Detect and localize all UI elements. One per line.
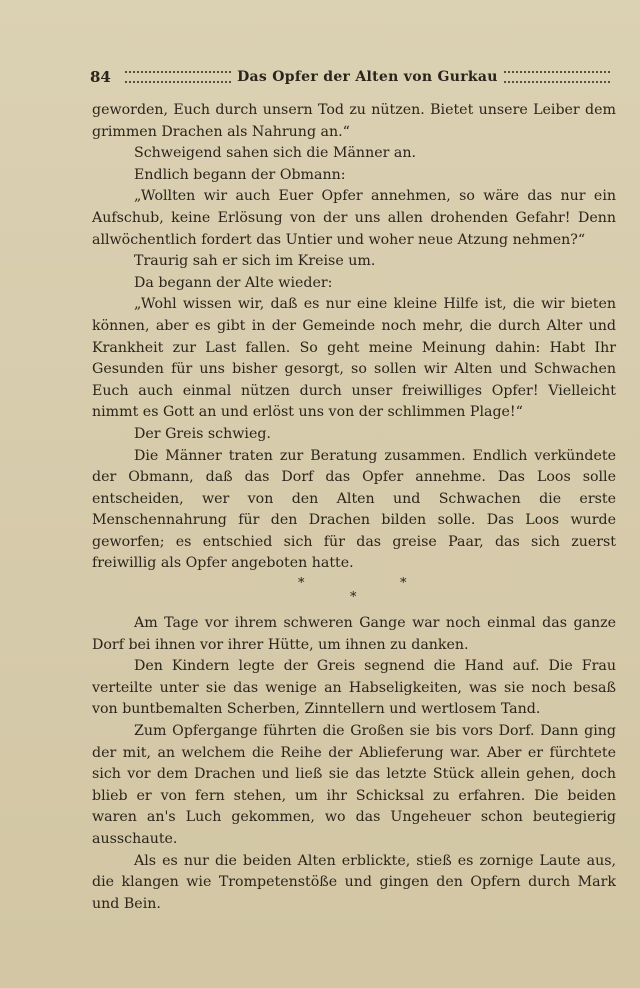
- running-title: Das Opfer der Alten von Gurkau: [237, 69, 498, 85]
- paragraph: Als es nur die beiden Alten erblickte, stieß es zornige Laute aus, die klangen wie Trompetenstöße und gingen den Opfern durch Mark und Bein.: [92, 852, 616, 912]
- header-ornament-left: [125, 71, 231, 83]
- paragraph: Die Männer traten zur Beratung zusammen. Endlich verkündete der Obmann, daß das Dorf das Opfer annehme. Das Loos solle entscheiden, wer von den Alten und Schwachen die erste Menschennahrung für den Drachen bilden solle. Das Loos wurde geworfen; es entschied sich für das greise Paar, das sich zuerst freiwillig als Opfer angeboten hatte.: [92, 447, 616, 572]
- paragraph: Der Greis schwieg.: [134, 425, 271, 442]
- page-number: 84: [90, 68, 111, 86]
- paragraph: Den Kindern legte der Greis segnend die Hand auf. Die Frau verteilte unter sie das wenige an Habseligkeiten, was sie noch besaß von buntbemalten Scherben, Zinntellern und wertlosem Tand.: [92, 658, 616, 718]
- divider-star: *: [350, 590, 357, 606]
- paragraph: Traurig sah er sich im Kreise um.: [134, 253, 376, 270]
- paragraph: Da begann der Alte wieder:: [134, 274, 333, 291]
- divider-star: *: [400, 576, 407, 592]
- paragraph: Am Tage vor ihrem schweren Gange war noch einmal das ganze Dorf bei ihnen vor ihrer Hütte, um ihnen zu danken.: [92, 615, 616, 653]
- paragraph: „Wohl wissen wir, daß es nur eine kleine Hilfe ist, die wir bieten können, aber es gibt in der Gemeinde noch mehr, die durch Alter und Krankheit zur Last fallen. So geht meine Meinung dahin: Habt Ihr Gesunden für uns bisher gesorgt, so sollen wir Alten und Schwachen Euch auch einmal nützen durch unser freiwilliges Opfer! Vielleicht nimmt es Gott an und erlöst uns von der schlimmen Plage!“: [92, 296, 616, 421]
- paragraph: Schweigend sahen sich die Männer an.: [134, 145, 416, 162]
- page-header: [90, 66, 616, 88]
- paragraph: Zum Opfergange führten die Großen sie bis vors Dorf. Dann ging der mit, an welchem die Reihe der Ablieferung war. Aber er fürchtete sich vor dem Drachen und ließ sie das letzte Stück allein gehen, doch blieb er von fern stehen, um ihr Schicksal zu erfahren. Die beiden waren an's Luch gekommen, wo das Ungeheuer schon beutegierig ausschaute.: [92, 723, 616, 847]
- body-text: [92, 100, 616, 915]
- paragraph: „Wollten wir auch Euer Opfer annehmen, so wäre das nur ein Aufschub, keine Erlösung von der uns allen drohenden Gefahr! Denn allwöchentlich fordert das Untier und woher neue Atzung nehmen?“: [92, 188, 616, 248]
- paragraph: geworden, Euch durch unsern Tod zu nützen. Bietet unsere Leiber dem grimmen Drachen als Nahrung an.“: [92, 102, 616, 140]
- divider-star: *: [298, 576, 305, 592]
- header-ornament-right: [504, 71, 610, 83]
- paragraph: Endlich begann der Obmann:: [134, 166, 346, 183]
- section-divider: [92, 575, 616, 613]
